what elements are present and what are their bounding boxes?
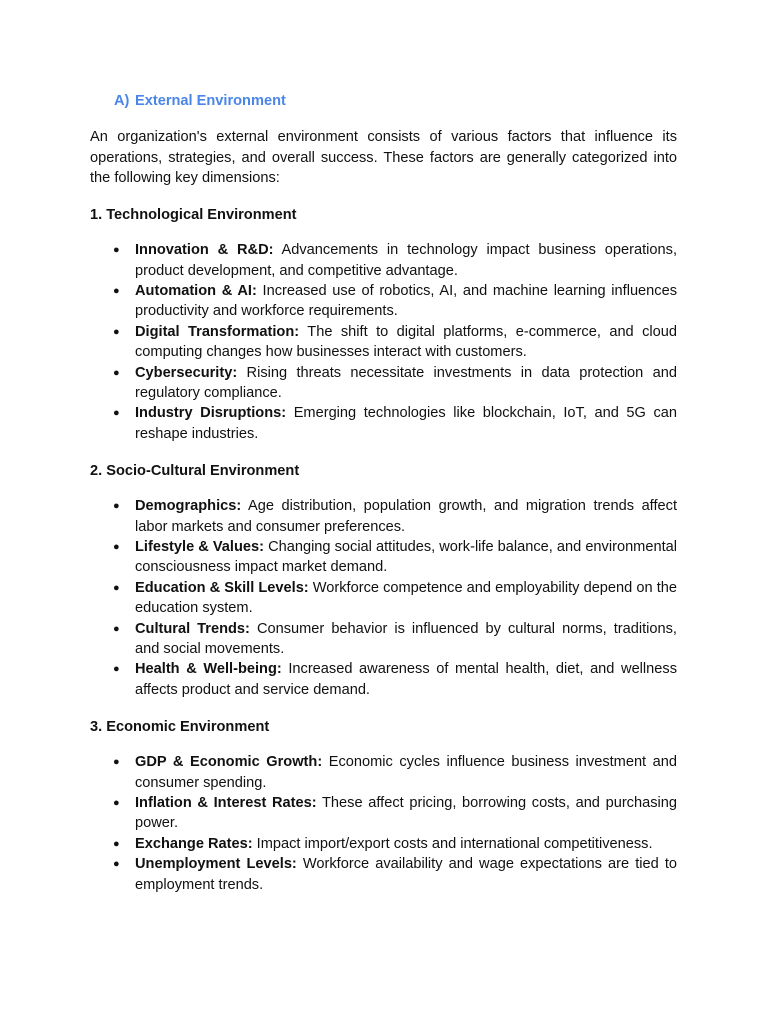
- list-item: [90, 363, 677, 404]
- bullet-icon: ●: [113, 797, 120, 810]
- item-term: Cybersecurity:: [135, 364, 238, 381]
- item-text: Consumer behavior is influenced by cultural norms, traditions, and social movements.: [135, 620, 677, 658]
- section-title: 3. Economic Environment: [90, 719, 270, 736]
- bullet-icon: ●: [113, 663, 120, 676]
- list-item: [90, 834, 677, 854]
- section-3: [90, 717, 677, 895]
- section-title: 1. Technological Environment: [90, 207, 297, 224]
- section-1: [90, 205, 677, 444]
- bullet-icon: ●: [113, 837, 120, 850]
- item-term: Unemployment Levels:: [135, 856, 297, 873]
- section-title: 2. Socio-Cultural Environment: [90, 463, 300, 480]
- list-item: [90, 281, 677, 322]
- item-text: The shift to digital platforms, e-commerce, and cloud computing changes how businesses interact with customers.: [135, 323, 677, 361]
- item-text: Workforce competence and employability depend on the education system.: [135, 579, 677, 617]
- item-term: Inflation & Interest Rates:: [135, 795, 317, 812]
- bullet-list: [90, 496, 677, 700]
- item-term: Innovation & R&D:: [135, 242, 274, 259]
- list-item: [90, 619, 677, 660]
- section-2: [90, 461, 677, 700]
- sections-container: [90, 205, 677, 895]
- item-text: Impact import/export costs and international competitiveness.: [256, 835, 653, 852]
- bullet-icon: ●: [113, 622, 120, 635]
- item-text: Changing social attitudes, work-life balance, and environmental consciousness impact market demand.: [135, 538, 677, 576]
- list-item: [90, 854, 677, 895]
- item-term: Digital Transformation:: [135, 323, 300, 340]
- bullet-icon: ●: [113, 858, 120, 871]
- item-term: Health & Well-being:: [135, 661, 282, 678]
- list-item: [90, 240, 677, 281]
- bullet-icon: ●: [113, 325, 120, 338]
- item-text: Economic cycles influence business investment and consumer spending.: [135, 754, 677, 791]
- list-item: [90, 793, 677, 834]
- item-text: Workforce availability and wage expectations are tied to employment trends.: [135, 856, 678, 893]
- item-term: Cultural Trends:: [135, 620, 250, 637]
- item-text: Age distribution, population growth, and migration trends affect labor markets and consumer preferences.: [135, 498, 677, 535]
- item-text: Emerging technologies like blockchain, IoT, and 5G can reshape industries.: [135, 405, 677, 442]
- item-term: Exchange Rates:: [135, 835, 253, 852]
- item-term: Industry Disruptions:: [135, 405, 287, 422]
- bullet-icon: ●: [113, 756, 120, 769]
- item-term: GDP & Economic Growth:: [135, 754, 323, 771]
- bullet-icon: ●: [113, 581, 120, 594]
- list-item: [90, 659, 677, 700]
- list-item: [90, 578, 677, 619]
- item-term: Education & Skill Levels:: [135, 579, 309, 596]
- item-text: These affect pricing, borrowing costs, and purchasing power.: [135, 795, 677, 832]
- bullet-list: [90, 240, 677, 444]
- item-text: Rising threats necessitate investments in data protection and regulatory compliance.: [135, 364, 677, 401]
- bullet-icon: ●: [113, 366, 120, 379]
- list-item: [90, 752, 677, 793]
- item-text: Increased awareness of mental health, diet, and wellness affects product and service demand.: [135, 661, 677, 698]
- section-heading: [114, 90, 677, 112]
- heading-number: A): [114, 93, 130, 109]
- bullet-icon: ●: [113, 500, 120, 513]
- bullet-icon: ●: [113, 284, 120, 297]
- item-text: Advancements in technology impact business operations, product development, and competitive advantage.: [135, 242, 678, 279]
- heading-text: External Environment: [135, 93, 286, 109]
- list-item: [90, 322, 677, 363]
- item-text: Increased use of robotics, AI, and machine learning influences productivity and workforce requirements.: [135, 282, 677, 320]
- bullet-icon: ●: [113, 540, 120, 553]
- list-item: [90, 537, 677, 578]
- bullet-icon: ●: [113, 244, 120, 257]
- item-term: Demographics:: [135, 498, 242, 515]
- list-item: [90, 403, 677, 444]
- bullet-icon: ●: [113, 407, 120, 420]
- document-page: [90, 90, 677, 912]
- intro-paragraph: An organization's external environment consists of various factors that influence its operations, strategies, and overall success. These factors are generally categorized into the following key dimensions:: [90, 129, 677, 187]
- item-term: Lifestyle & Values:: [135, 538, 264, 555]
- list-item: [90, 496, 677, 537]
- item-term: Automation & AI:: [135, 282, 257, 299]
- bullet-list: [90, 752, 677, 895]
